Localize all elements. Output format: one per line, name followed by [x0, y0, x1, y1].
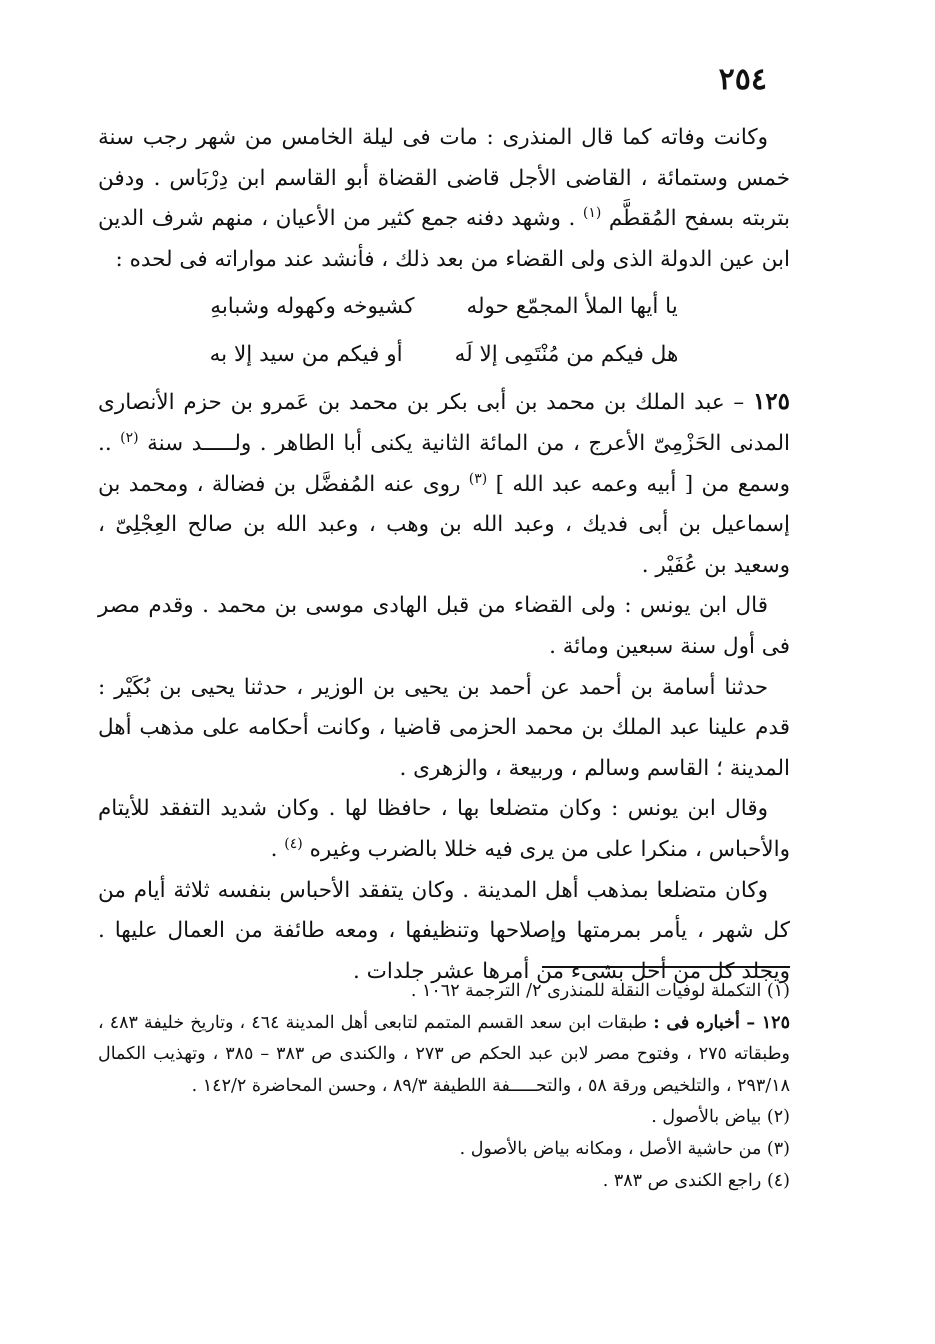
footnote-ref-2: (٢) — [120, 429, 139, 446]
verse-1-first-hemistich: يا أيها الملأ المجمّع حوله — [466, 294, 678, 320]
paragraph-ahbas: وكان متضلعا بمذهب أهل المدينة . وكان يتفقد الأحباس بنفسه ثلاثة أيام من كل شهر ، يأمر بمرمتها وإصلاحها وتنظيفها ، ومعه طائفة من العمال عليها . ويجلد كل من أخل بشىء من أمرها عشر جلدات . — [98, 877, 790, 984]
entry-number: ١٢٥ — [752, 388, 790, 416]
footnote-ref-3: (٣) — [468, 470, 488, 487]
verse-2-first-hemistich: هل فيكم من مُنْتَمِى إلا لَه — [454, 342, 679, 368]
footnote-1: (١) التكملة لوفيات النقلة للمنذرى ٢/ الترجمة ١٠٦٢ . — [410, 981, 790, 1001]
main-text — [98, 118, 790, 992]
footnote-ref-1: (١) — [582, 205, 602, 222]
entry-text-a: – عبد الملك بن محمد بن أبى بكر بن محمد بن عَمرو بن حزم الأنصارى المدنى الحَزْمِىّ الأعرج ، من المائة الثانية يكنى أبا الطاهر . ولـــــد سنة — [98, 390, 790, 456]
paragraph-ibn-yunus-1: قال ابن يونس : ولى القضاء من قبل الهادى موسى بن محمد . وقدم مصر فى أول سنة سبعين ومائة . — [98, 593, 790, 659]
entry-text-b: .. وسمع من [ أبيه وعمه عبد الله ] — [98, 430, 791, 497]
verse-line-2 — [98, 334, 790, 376]
page-number: ٢٥٤ — [718, 62, 767, 97]
paragraph-ibn-yunus-2: وقال ابن يونس : وكان متضلعا بها ، حافظا لها . وكان شديد التفقد للأيتام والأحباس ، منكرا على من يرى فيه خللا بالضرب وغيره $^{(٤)}$ . — [98, 796, 790, 862]
footnote-4: (٤) راجع الكندى ص ٣٨٣ . — [602, 1170, 790, 1191]
footnotes — [98, 976, 790, 1197]
footnote-separator — [542, 966, 790, 968]
paragraph-usama: حدثنا أسامة بن أحمد عن أحمد بن يحيى بن الوزير ، حدثنا يحيى بن بُكَيْر : قدم علينا عبد الملك بن محمد الحزمى قاضيا ، وكانت أحكامه على مذهب أهل المدينة ؛ القاسم وسالم ، وربيعة ، والزهرى . — [98, 674, 790, 781]
footnote-3: (٣) من حاشية الأصل ، ومكانه بياض بالأصول . — [459, 1138, 790, 1159]
verse-2-second-hemistich: أو فيكم من سيد إلا به — [209, 342, 403, 368]
paragraph-ibn-yunus-2-text: وقال ابن يونس : وكان متضلعا بها ، حافظا لها . وكان شديد التفقد للأيتام والأحباس ، منكرا على من يرى فيه خللا بالضرب وغيره — [98, 796, 790, 862]
footnote-entry-label: ١٢٥ – أخباره فى : — [653, 1012, 790, 1033]
paragraph-death-text-a: وكانت وفاته كما قال المنذرى : مات فى ليلة الخامس من شهر رجب سنة خمس وستمائة ، القاضى الأجل قاضى القضاة أبو القاسم ابن دِرْبَاس . ودفن بتربته بسفح المُقطَّم — [98, 125, 790, 232]
footnote-ref-4: (٤) — [284, 835, 303, 852]
paragraph-death — [98, 118, 790, 280]
verse-line-1 — [98, 286, 790, 328]
entry-text-c: روى عنه المُفضَّل بن فضالة ، ومحمد بن إسماعيل بن أبى فديك ، وعبد الله بن وهب ، وعبد الله بن صالح العِجْلِىّ ، وسعيد بن عُفَيْر . — [98, 471, 790, 578]
verse-1-second-hemistich: كشيوخه وكهوله وشبابهِ — [210, 294, 415, 320]
entry-125 — [98, 382, 790, 586]
footnote-2: (٢) بياض بالأصول . — [651, 1107, 790, 1128]
footnote-entry-sources — [98, 1008, 790, 1103]
paragraph-death-text-b: . وشهد دفنه جمع كثير من الأعيان ، منهم شرف الدين ابن عين الدولة الذى ولى القضاء من بعد ذلك ، فأنشد عند مواراته فى لحده : — [98, 206, 790, 272]
footnote-entry-text: طبقات ابن سعد القسم المتمم لتابعى أهل المدينة ٤٦٤ ، وتاريخ خليفة ٤٨٣ ، وطبقاته ٢٧٥ ، وفتوح مصر لابن عبد الحكم ص ٢٧٣ ، والكندى ص ٣٨٣ – ٣٨٥ ، وتهذيب الكمال ٢٩٣/١٨ ، والتلخيص ورقة ٥٨ ، والتحـــــفة اللطيفة ٨٩/٣ ، وحسن المحاضرة ١٤٢/٢ . — [98, 1012, 790, 1096]
